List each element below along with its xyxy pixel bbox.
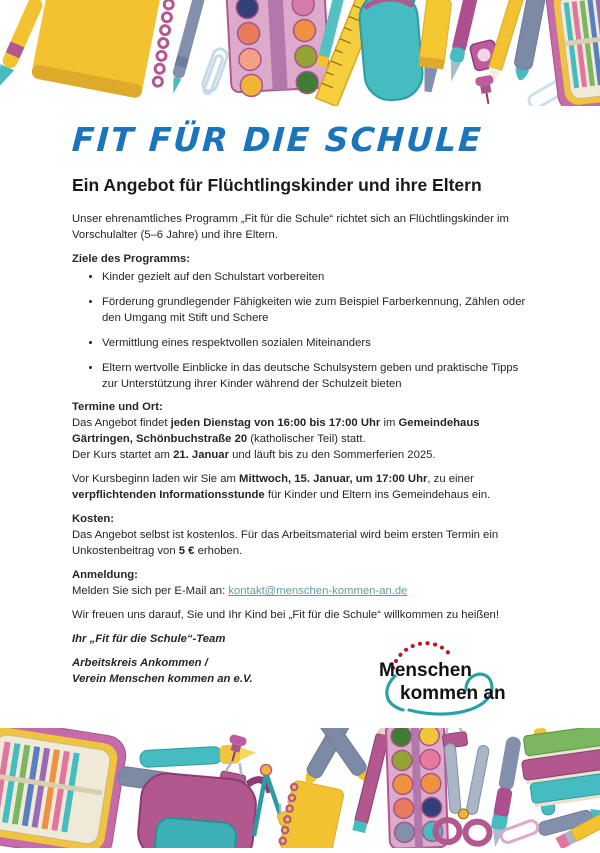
compass-illustration	[254, 765, 284, 837]
pencil-illustration	[352, 728, 393, 833]
binder-clip-illustration	[441, 728, 468, 749]
push-pin-illustration	[475, 75, 498, 106]
teal-pen-illustration	[533, 728, 555, 816]
compass-illustration	[382, 0, 415, 53]
school-supplies-bottom-illustration	[0, 728, 600, 848]
paper-clip-illustration	[499, 819, 539, 844]
ballpoint-pen-illustration	[167, 0, 207, 95]
fountain-pen-illustration	[488, 736, 522, 848]
spiral-notebook-illustration	[278, 780, 345, 848]
bullet-text: Kinder gezielt auf den Schulstart vorbereiten	[102, 271, 325, 284]
signature-team: Ihr „Fit für die Schule“-Team	[72, 633, 226, 646]
info-session-paragraph: Vor Kursbeginn laden wir Sie am Mittwoch, 15. Januar, um 17:00 Uhr, zu einer verpflichtenden Informationsstunde für Kinder und Eltern ins Gemeindehaus ein.	[72, 473, 491, 502]
push-pin-illustration	[224, 734, 247, 764]
schedule-section	[72, 399, 534, 463]
schedule-paragraph-2: Der Kurs startet am 21. Januar und läuft bis zu den Sommerferien 2025.	[72, 449, 436, 462]
highlighter-illustration	[416, 0, 452, 93]
pencil-illustration	[556, 806, 600, 848]
page-subtitle: Ein Angebot für Flüchtlingskinder und ihre Eltern	[72, 175, 482, 196]
costs-paragraph: Das Angebot selbst ist kostenlos. Für das Arbeitsmaterial wird beim ersten Termin ein Unkostenbeitrag von 5 € erhoben.	[72, 529, 499, 558]
binder-clip-illustration	[274, 798, 302, 826]
pencil-case-open-illustration	[544, 0, 600, 106]
watercolor-paint-box-illustration	[226, 0, 329, 97]
registration-heading: Anmeldung:	[72, 569, 138, 582]
bullet-text: Förderung grundlegender Fähigkeiten wie zum Beispiel Farberkennung, Zählen oder den Umgang mit Stift und Schere	[102, 296, 526, 325]
goals-list	[72, 269, 534, 392]
pen-illustration	[0, 0, 45, 90]
bottom-border-illustration	[0, 728, 600, 848]
top-border-illustration	[0, 0, 600, 106]
pencil-pouch-illustration	[357, 0, 424, 102]
goals-heading: Ziele des Programms:	[72, 253, 191, 266]
registration-paragraph	[72, 583, 534, 599]
logo-word-1: Menschen	[379, 660, 472, 681]
notebook-illustration	[31, 0, 163, 99]
bullet-text: Eltern wertvolle Einblicke in das deutsche Schulsystem geben und praktische Tipps zur Unterstützung ihrer Kinder während der Schulzeit bieten	[102, 362, 519, 391]
ruler-illustration	[316, 0, 383, 106]
crayon-illustration	[511, 0, 546, 82]
school-supplies-top-illustration	[0, 0, 600, 106]
backpack-illustration	[136, 770, 271, 848]
books-stack-illustration	[518, 728, 600, 808]
teal-pen-illustration	[316, 0, 347, 67]
list-item	[102, 360, 534, 392]
list-item	[102, 335, 534, 351]
menschen-kommen-an-logo	[363, 636, 513, 718]
sharpener-illustration	[469, 39, 500, 71]
costs-heading: Kosten:	[72, 513, 115, 526]
registration-section	[72, 567, 534, 599]
schedule-heading: Termine und Ort:	[72, 401, 163, 414]
paper-clip-illustration	[200, 47, 229, 96]
logo-word-2: kommen an	[400, 683, 506, 704]
pencil-case-open-illustration	[0, 728, 129, 848]
logo-graphic	[363, 636, 513, 718]
list-item	[102, 294, 534, 326]
marker-illustration	[140, 744, 257, 769]
bullet-text: Vermittlung eines respektvollen sozialen Miteinanders	[102, 337, 371, 350]
crossed-crayons-illustration	[300, 728, 374, 788]
signature-org-line1: Arbeitskreis Ankommen /	[72, 657, 208, 670]
pencil-illustration	[483, 0, 528, 90]
scissors-illustration	[435, 742, 494, 844]
watercolor-paint-box-illustration	[386, 728, 448, 848]
signature-org-line2: Verein Menschen kommen an e.V.	[72, 673, 253, 686]
list-item	[102, 269, 534, 285]
schedule-paragraph-1: Das Angebot findet jeden Dienstag von 16:00 bis 17:00 Uhr im Gemeindehaus Gärtringen, Schönbuchstraße 20 (katholischer Teil) statt.	[72, 417, 480, 446]
email-link[interactable]: kontakt@menschen-kommen-an.de	[228, 585, 408, 598]
page-title: FIT FÜR DIE SCHULE	[71, 120, 484, 159]
spiral-binding-illustration	[153, 0, 174, 87]
binder-clip-illustration	[219, 760, 249, 791]
fountain-pen-illustration	[444, 0, 480, 83]
intro-paragraph: Unser ehrenamtliches Programm „Fit für die Schule“ richtet sich an Flüchtlingskinder im Vorschulalter (5–6 Jahre) und ihre Eltern.	[72, 213, 509, 242]
crayon-illustration	[117, 766, 236, 801]
registration-label: Melden Sie sich per E-Mail an:	[72, 585, 229, 598]
costs-section	[72, 511, 534, 559]
paper-clip-illustration	[526, 77, 569, 106]
closing-paragraph: Wir freuen uns darauf, Sie und Ihr Kind bei „Fit für die Schule“ willkommen zu heißen!	[72, 609, 499, 622]
crayon-illustration	[537, 805, 600, 837]
flyer-content	[72, 122, 534, 687]
